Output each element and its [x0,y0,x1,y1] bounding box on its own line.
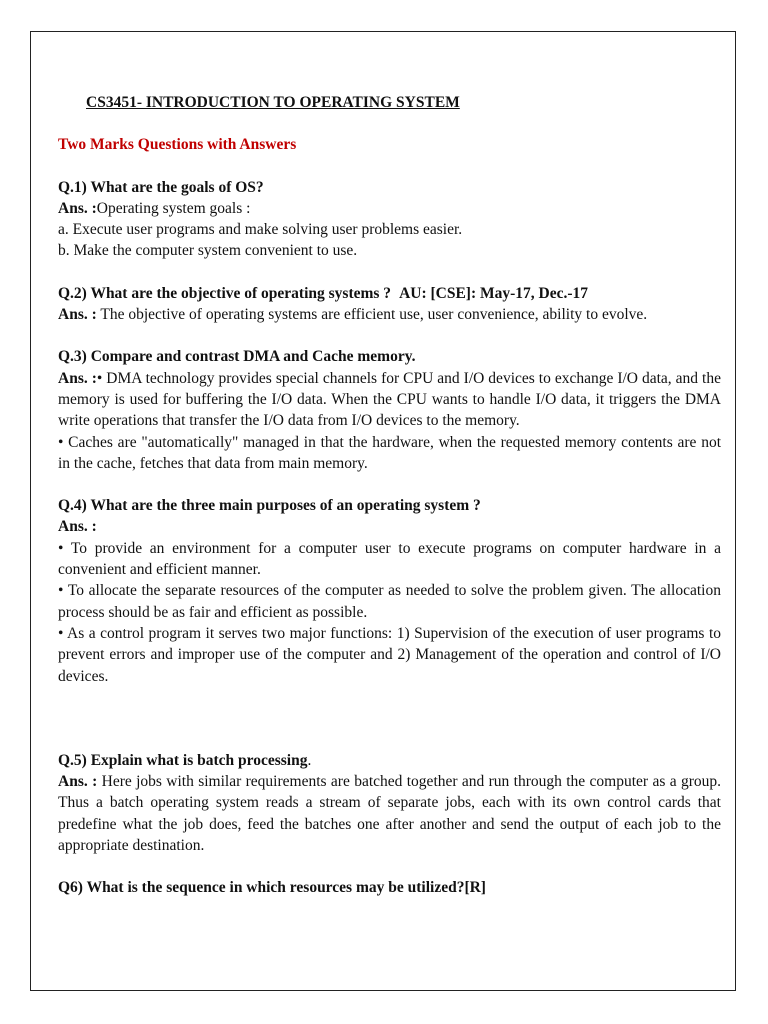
question-4: Q.4) What are the three main purposes of an operating system ? [58,497,481,515]
answer-label: Ans. : [58,199,97,217]
question-block-2 [58,283,721,326]
exam-reference: AU: [CSE]: May-17, Dec.-17 [399,284,589,302]
spacer [58,708,721,750]
document-title: CS3451- INTRODUCTION TO OPERATING SYSTEM [86,94,460,111]
answer-label: Ans. : [58,369,97,387]
answer-1-intro [58,198,721,219]
answer-2-text: The objective of operating systems are efficient use, user convenience, ability to evolve. [100,306,648,324]
answer-label: Ans. : [58,773,98,791]
question-block-5 [58,750,721,856]
answer-4-point-2: • To allocate the separate resources of the computer as needed to solve the problem given. The allocation process should be as fair and efficient as possible. [58,582,721,621]
answer-1-line-b: b. Make the computer system convenient to use. [58,242,358,260]
question-5 [58,750,721,771]
answer-label: Ans. : [58,518,97,536]
question-1: Q.1) What are the goals of OS? [58,178,264,196]
question-5-tail: . [307,751,312,769]
answer-4-point-3: • As a control program it serves two major functions: 1) Supervision of the execution of user programs to prevent errors and improper use of the computer and 2) Management of the operation and control of I/O devices. [58,624,721,685]
question-block-6 [58,877,721,898]
answer-3-para-1 [58,368,721,432]
question-5-text: Q.5) Explain what is batch processing [58,751,308,769]
question-3: Q.3) Compare and contrast DMA and Cache memory. [58,348,416,366]
answer-3-text-1: • DMA technology provides special channels for CPU and I/O devices to exchange I/O data, and the memory is used for buffering the I/O data. When the CPU wants to handle I/O data, it triggers the DMA write operations that transfer the I/O data from I/O devices to the memory. [58,369,721,430]
answer-3-para-2: • Caches are "automatically" managed in that the hardware, when the requested memory contents are not in the cache, fetches that data from main memory. [58,433,721,472]
answer-label: Ans. : [58,306,97,324]
answer-5 [58,771,721,856]
answer-1-line-a: a. Execute user programs and make solving user problems easier. [58,221,463,239]
question-block-1 [58,177,721,262]
question-block-4 [58,495,721,687]
question-6: Q6) What is the sequence in which resources may be utilized?[R] [58,879,486,897]
document-body [58,92,721,920]
question-block-3 [58,346,721,474]
answer-1-text: Operating system goals : [96,199,251,217]
question-2 [58,283,721,304]
question-2-text: Q.2) What are the objective of operating systems ? [58,284,392,302]
answer-2 [58,304,721,325]
answer-5-text: Here jobs with similar requirements are batched together and run through the computer as a group. Thus a batch operating system reads a stream of separate jobs, each with its own control cards that predefine what the job does, feed the batches one after another and send the output of each job to the appropriate destination. [58,773,721,855]
answer-4-point-1: • To provide an environment for a computer user to execute programs on computer hardware in a convenient and efficient manner. [58,539,721,579]
section-heading: Two Marks Questions with Answers [58,136,297,154]
